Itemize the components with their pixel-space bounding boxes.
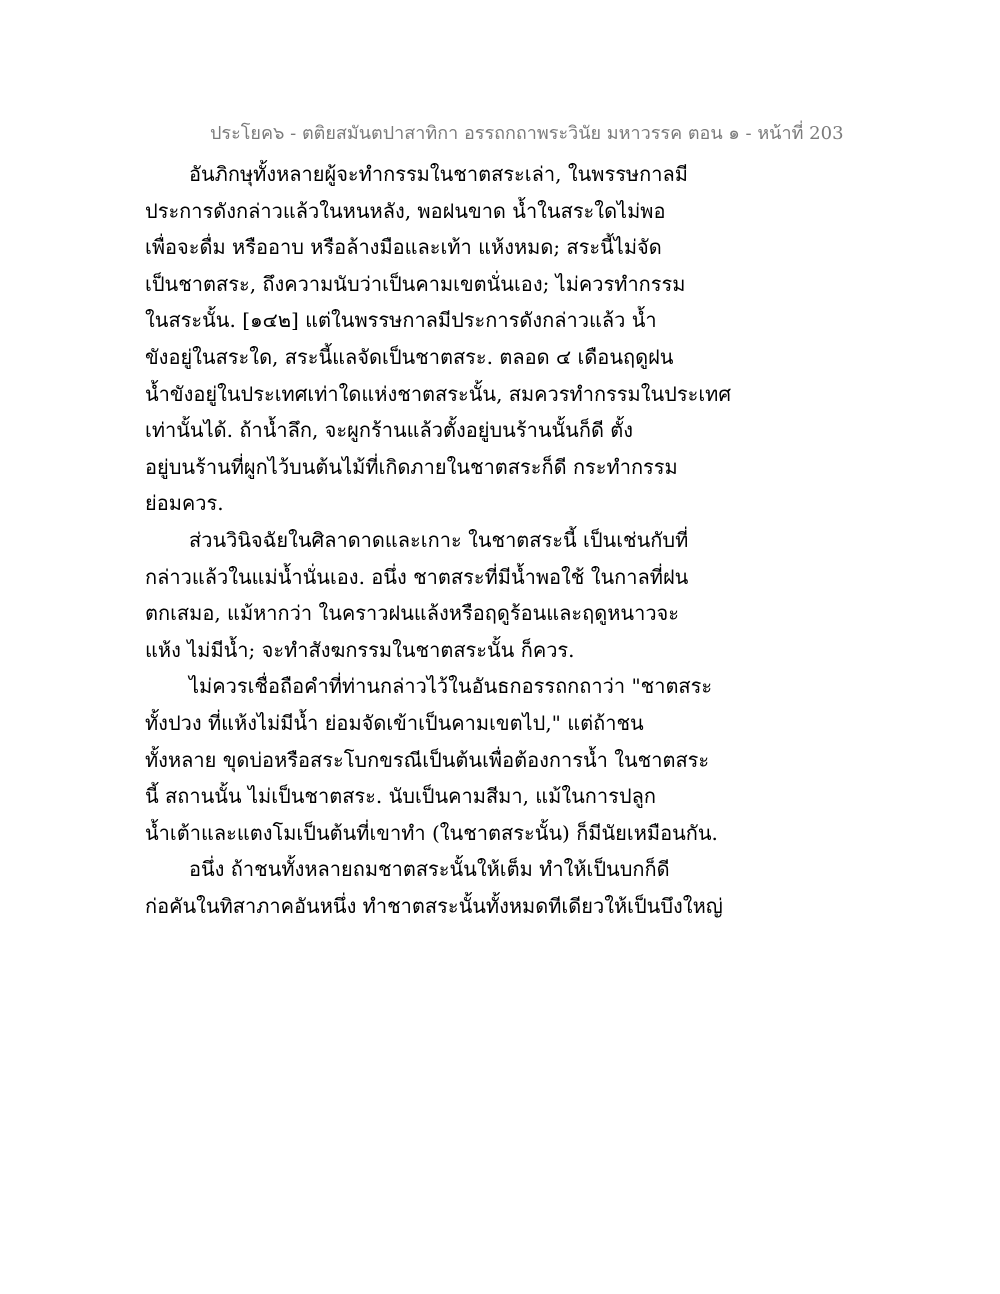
- text-line: ทั้งหลาย ขุดบ่อหรือสระโบกขรณีเป็นต้นเพื่อต้องการน้ำ ในชาตสระ: [145, 747, 710, 772]
- text-line: ไม่ควรเชื่อถือคำที่ท่านกล่าวไว้ในอันธกอรรถกถาว่า "ชาตสระ: [189, 674, 713, 699]
- paragraph-2: [145, 522, 735, 668]
- text-line: ย่อมควร.: [145, 491, 224, 516]
- text-line: เป็นชาตสระ, ถึงความนับว่าเป็นคามเขตนั่นเอง; ไม่ควรทำกรรม: [145, 271, 686, 296]
- text-line: อันภิกษุทั้งหลายผู้จะทำกรรมในชาตสระเล่า, ในพรรษกาลมี: [189, 162, 688, 186]
- text-line: กล่าวแล้วในแม่น้ำนั่นเอง. อนึ่ง ชาตสระที่มีน้ำพอใช้ ในกาลที่ฝน: [145, 564, 689, 589]
- paragraph-4: [145, 851, 735, 924]
- text-line: ก่อคันในทิสาภาคอันหนึ่ง ทำชาตสระนั้นทั้งหมดทีเดียวให้เป็นบึงใหญ่: [145, 893, 723, 918]
- text-line: ทั้งปวง ที่แห้งไม่มีน้ำ ย่อมจัดเข้าเป็นคามเขตไป," แต่ถ้าชน: [145, 710, 644, 735]
- text-line: เท่านั้นได้. ถ้าน้ำลึก, จะผูกร้านแล้วตั้งอยู่บนร้านนั้นก็ดี ตั้ง: [145, 418, 634, 443]
- text-line: ในสระนั้น. [๑๔๒] แต่ในพรรษกาลมีประการดังกล่าวแล้ว น้ำ: [145, 308, 657, 333]
- text-line: อยู่บนร้านที่ผูกไว้บนต้นไม้ที่เกิดภายในชาตสระก็ดี กระทำกรรม: [145, 454, 678, 479]
- paragraph-1: [145, 156, 735, 522]
- text-line: ขังอยู่ในสระใด, สระนี้แลจัดเป็นชาตสระ. ตลอด ๔ เดือนฤดูฝน: [145, 344, 674, 369]
- text-line: ส่วนวินิจฉัยในศิลาดาดและเกาะ ในชาตสระนี้ เป็นเช่นกับที่: [189, 527, 689, 552]
- text-line: อนึ่ง ถ้าชนทั้งหลายถมชาตสระนั้นให้เต็ม ทำให้เป็นบกก็ดี: [189, 857, 670, 882]
- text-line: นี้ สถานนั้น ไม่เป็นชาตสระ. นับเป็นคามสีมา, แม้ในการปลูก: [145, 784, 656, 809]
- running-header: ประโยค๖ - ตติยสมันตปาสาทิกา อรรถกถาพระวินัย มหาวรรค ตอน ๑ - หน้าที่ 203: [210, 123, 844, 144]
- text-line: น้ำเต้าและแตงโมเป็นต้นที่เขาทำ (ในชาตสระนั้น) ก็มีนัยเหมือนกัน.: [145, 820, 718, 845]
- text-line: ประการดังกล่าวแล้วในหนหลัง, พอฝนขาด น้ำในสระใดไม่พอ: [145, 198, 666, 223]
- text-line: ตกเสมอ, แม้หากว่า ในคราวฝนแล้งหรือฤดูร้อนและฤดูหนาวจะ: [145, 601, 680, 626]
- paragraph-3: [145, 668, 735, 851]
- text-line: น้ำขังอยู่ในประเทศเท่าใดแห่งชาตสระนั้น, สมควรทำกรรมในประเทศ: [145, 381, 732, 406]
- text-line: แห้ง ไม่มีน้ำ; จะทำสังฆกรรมในชาตสระนั้น ก็ควร.: [145, 637, 575, 662]
- text-line: เพื่อจะดื่ม หรืออาบ หรือล้างมือและเท้า แห้งหมด; สระนี้ไม่จัด: [145, 235, 662, 260]
- body-text: [145, 156, 735, 924]
